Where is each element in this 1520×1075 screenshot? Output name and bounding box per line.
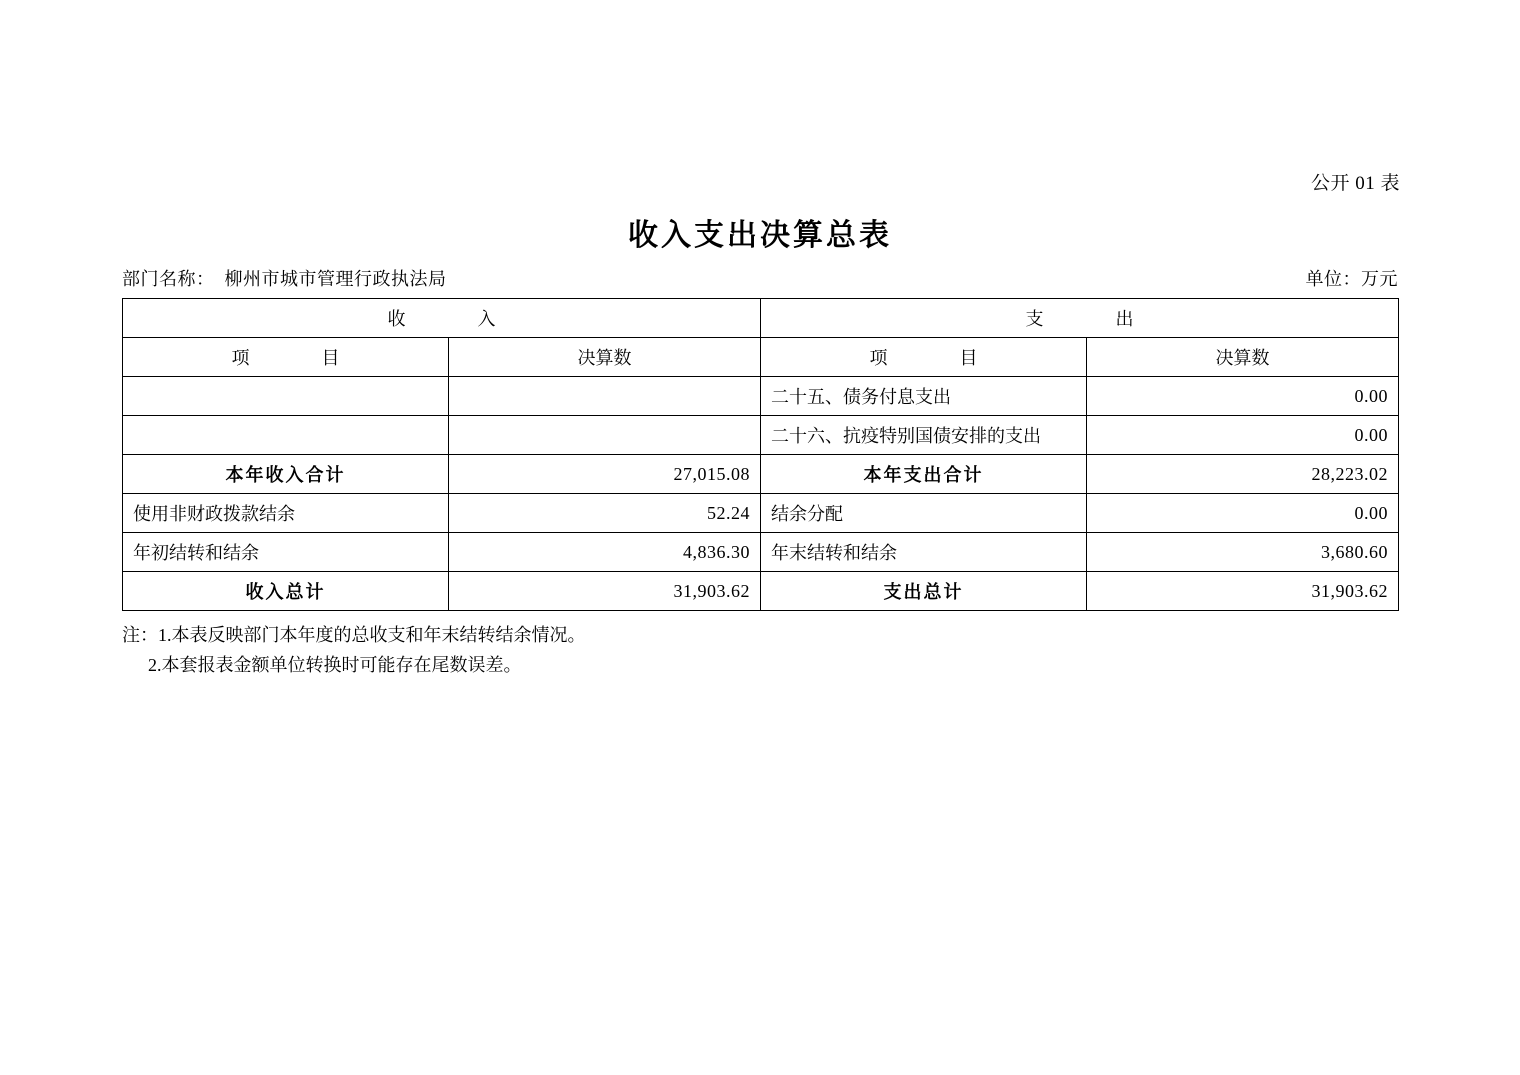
expense-amount: 0.00	[1087, 377, 1399, 416]
expense-item: 年末结转和结余	[761, 533, 1087, 572]
expense-amount: 0.00	[1087, 494, 1399, 533]
income-item: 使用非财政拨款结余	[123, 494, 449, 533]
expense-item: 支出总计	[761, 572, 1087, 611]
expense-item: 二十五、债务付息支出	[761, 377, 1087, 416]
expense-amount: 28,223.02	[1087, 455, 1399, 494]
column-header-income-item: 项 目	[123, 338, 449, 377]
table-column-header-row	[123, 338, 1399, 377]
department-value: 柳州市城市管理行政执法局	[224, 269, 447, 289]
note-line-2: 2.本套报表金额单位转换时可能存在尾数误差。	[148, 655, 522, 675]
income-amount: 4,836.30	[449, 533, 761, 572]
income-item: 本年收入合计	[123, 455, 449, 494]
table-group-header-row	[123, 299, 1399, 338]
column-header-income-amount: 决算数	[449, 338, 761, 377]
expense-item: 结余分配	[761, 494, 1087, 533]
expense-item: 二十六、抗疫特别国债安排的支出	[761, 416, 1087, 455]
table-row	[123, 455, 1399, 494]
income-item: 收入总计	[123, 572, 449, 611]
table-notes	[122, 620, 586, 680]
group-header-income: 收 入	[123, 299, 761, 338]
expense-amount: 31,903.62	[1087, 572, 1399, 611]
column-header-expense-item: 项 目	[761, 338, 1087, 377]
expense-amount: 0.00	[1087, 416, 1399, 455]
expense-item: 本年支出合计	[761, 455, 1087, 494]
income-amount: 52.24	[449, 494, 761, 533]
note-line-1: 注：1.本表反映部门本年度的总收支和年末结转结余情况。	[122, 625, 586, 645]
expense-amount: 3,680.60	[1087, 533, 1399, 572]
department-name-block	[122, 265, 447, 291]
income-item: 年初结转和结余	[123, 533, 449, 572]
form-code-label: 公开 01 表	[1310, 173, 1400, 194]
table-row	[123, 377, 1399, 416]
table-row	[123, 494, 1399, 533]
table-row	[123, 416, 1399, 455]
income-item	[123, 377, 449, 416]
meta-row	[122, 265, 1398, 289]
group-header-expense: 支 出	[761, 299, 1399, 338]
income-item	[123, 416, 449, 455]
department-label: 部门名称：	[122, 269, 215, 289]
table-row	[123, 533, 1399, 572]
column-header-expense-amount: 决算数	[1087, 338, 1399, 377]
income-amount	[449, 377, 761, 416]
income-amount	[449, 416, 761, 455]
unit-label: 单位：万元	[1305, 269, 1398, 289]
income-expense-table	[122, 298, 1399, 611]
income-amount: 27,015.08	[449, 455, 761, 494]
page-title: 收入支出决算总表	[628, 219, 892, 252]
table-row	[123, 572, 1399, 611]
income-amount: 31,903.62	[449, 572, 761, 611]
